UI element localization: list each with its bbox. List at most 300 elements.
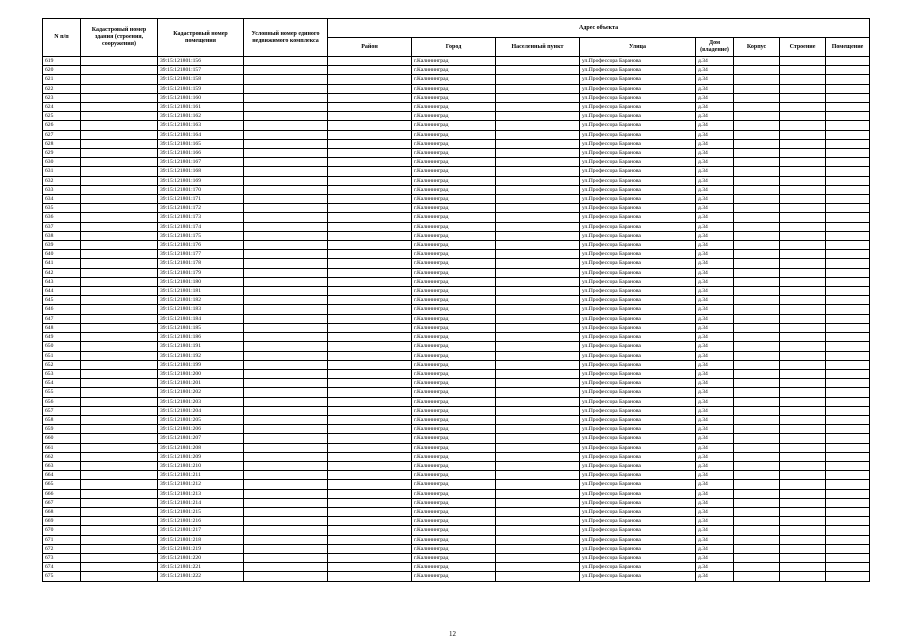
cell-building: [734, 379, 780, 388]
cell-building-cadastral: [81, 213, 158, 222]
cell-city: г.Калининград: [412, 195, 496, 204]
cell-complex-number: [244, 158, 328, 167]
cell-premises-cadastral: 39:15:121801:210: [158, 461, 244, 470]
cell-settlement: [496, 544, 580, 553]
cell-premises-cadastral: 39:15:121801:221: [158, 563, 244, 572]
cell-district: [328, 480, 412, 489]
cell-premises-cadastral: 39:15:121801:222: [158, 572, 244, 581]
cell-building-cadastral: [81, 507, 158, 516]
cell-house: д.34: [696, 397, 734, 406]
cell-settlement: [496, 66, 580, 75]
cell-settlement: [496, 250, 580, 259]
cell-num: 669: [43, 517, 81, 526]
cell-district: [328, 305, 412, 314]
cell-building: [734, 535, 780, 544]
cell-city: г.Калининград: [412, 480, 496, 489]
cell-building-cadastral: [81, 277, 158, 286]
cell-house: д.34: [696, 222, 734, 231]
cell-num: 651: [43, 351, 81, 360]
cell-street: ул.Профессора Баранова: [580, 259, 696, 268]
cell-district: [328, 277, 412, 286]
cell-house: д.34: [696, 342, 734, 351]
cell-structure: [780, 296, 826, 305]
header-building: Корпус: [734, 38, 780, 57]
cell-structure: [780, 75, 826, 84]
cell-city: г.Калининград: [412, 507, 496, 516]
cell-settlement: [496, 57, 580, 66]
cell-building-cadastral: [81, 185, 158, 194]
cell-building: [734, 103, 780, 112]
cell-room: [826, 526, 870, 535]
cell-house: д.34: [696, 130, 734, 139]
cell-building-cadastral: [81, 397, 158, 406]
cell-room: [826, 250, 870, 259]
cell-complex-number: [244, 369, 328, 378]
cell-settlement: [496, 204, 580, 213]
cell-street: ул.Профессора Баранова: [580, 507, 696, 516]
cell-street: ул.Профессора Баранова: [580, 535, 696, 544]
cell-street: ул.Профессора Баранова: [580, 369, 696, 378]
cell-room: [826, 406, 870, 415]
cell-house: д.34: [696, 66, 734, 75]
cell-complex-number: [244, 360, 328, 369]
cell-building-cadastral: [81, 517, 158, 526]
cell-settlement: [496, 139, 580, 148]
table-row: [43, 526, 870, 535]
cell-room: [826, 461, 870, 470]
cell-house: д.34: [696, 563, 734, 572]
cell-city: г.Калининград: [412, 213, 496, 222]
cell-structure: [780, 333, 826, 342]
cell-street: ул.Профессора Баранова: [580, 130, 696, 139]
table-row: [43, 443, 870, 452]
cell-building: [734, 149, 780, 158]
cell-premises-cadastral: 39:15:121801:176: [158, 241, 244, 250]
table-row: [43, 452, 870, 461]
table-row: [43, 406, 870, 415]
cell-street: ул.Профессора Баранова: [580, 167, 696, 176]
cell-structure: [780, 139, 826, 148]
cell-structure: [780, 406, 826, 415]
cell-building: [734, 544, 780, 553]
cell-room: [826, 139, 870, 148]
cell-building-cadastral: [81, 333, 158, 342]
cell-street: ул.Профессора Баранова: [580, 296, 696, 305]
cell-building: [734, 563, 780, 572]
cell-street: ул.Профессора Баранова: [580, 526, 696, 535]
cell-building: [734, 195, 780, 204]
cell-complex-number: [244, 57, 328, 66]
table-row: [43, 379, 870, 388]
cell-settlement: [496, 213, 580, 222]
cell-house: д.34: [696, 149, 734, 158]
cell-district: [328, 397, 412, 406]
table-row: [43, 176, 870, 185]
table-row: [43, 231, 870, 240]
cell-structure: [780, 572, 826, 581]
cell-building-cadastral: [81, 84, 158, 93]
cell-complex-number: [244, 130, 328, 139]
cell-complex-number: [244, 66, 328, 75]
cell-num: 657: [43, 406, 81, 415]
cell-city: г.Калининград: [412, 231, 496, 240]
cell-district: [328, 139, 412, 148]
cell-room: [826, 222, 870, 231]
cell-structure: [780, 434, 826, 443]
cell-street: ул.Профессора Баранова: [580, 553, 696, 562]
cell-city: г.Калининград: [412, 397, 496, 406]
cell-building: [734, 222, 780, 231]
cell-street: ул.Профессора Баранова: [580, 75, 696, 84]
cell-num: 666: [43, 489, 81, 498]
cell-city: г.Калининград: [412, 443, 496, 452]
cell-house: д.34: [696, 406, 734, 415]
cell-premises-cadastral: 39:15:121801:181: [158, 287, 244, 296]
cell-building-cadastral: [81, 139, 158, 148]
cell-district: [328, 93, 412, 102]
cell-settlement: [496, 388, 580, 397]
cell-building-cadastral: [81, 351, 158, 360]
table-row: [43, 415, 870, 424]
cell-city: г.Калининград: [412, 139, 496, 148]
cell-building-cadastral: [81, 480, 158, 489]
cell-building: [734, 480, 780, 489]
cell-building: [734, 526, 780, 535]
cell-premises-cadastral: 39:15:121801:168: [158, 167, 244, 176]
cell-structure: [780, 461, 826, 470]
cell-building-cadastral: [81, 268, 158, 277]
cell-num: 654: [43, 379, 81, 388]
cell-house: д.34: [696, 425, 734, 434]
cell-house: д.34: [696, 489, 734, 498]
cell-house: д.34: [696, 572, 734, 581]
cell-house: д.34: [696, 185, 734, 194]
cell-building-cadastral: [81, 158, 158, 167]
cell-complex-number: [244, 314, 328, 323]
cell-premises-cadastral: 39:15:121801:206: [158, 425, 244, 434]
cell-complex-number: [244, 277, 328, 286]
cell-settlement: [496, 572, 580, 581]
cell-settlement: [496, 507, 580, 516]
cell-street: ул.Профессора Баранова: [580, 572, 696, 581]
cell-district: [328, 461, 412, 470]
cell-num: 652: [43, 360, 81, 369]
cell-building-cadastral: [81, 434, 158, 443]
cell-city: г.Калининград: [412, 489, 496, 498]
cell-structure: [780, 121, 826, 130]
cell-district: [328, 526, 412, 535]
cell-district: [328, 250, 412, 259]
cell-house: д.34: [696, 498, 734, 507]
cell-premises-cadastral: 39:15:121801:162: [158, 112, 244, 121]
cell-room: [826, 314, 870, 323]
cell-structure: [780, 213, 826, 222]
cell-building-cadastral: [81, 259, 158, 268]
cell-structure: [780, 167, 826, 176]
cell-premises-cadastral: 39:15:121801:191: [158, 342, 244, 351]
cell-house: д.34: [696, 434, 734, 443]
cell-num: 668: [43, 507, 81, 516]
cell-num: 630: [43, 158, 81, 167]
header-building-cadastral: Кадастровый номер здания (строения, сооружения): [81, 19, 158, 57]
cell-complex-number: [244, 213, 328, 222]
cell-complex-number: [244, 204, 328, 213]
cell-district: [328, 204, 412, 213]
table-row: [43, 480, 870, 489]
cell-district: [328, 222, 412, 231]
cell-district: [328, 287, 412, 296]
cell-settlement: [496, 314, 580, 323]
cell-num: 656: [43, 397, 81, 406]
cell-building: [734, 498, 780, 507]
table-row: [43, 139, 870, 148]
cell-city: г.Калининград: [412, 369, 496, 378]
cell-premises-cadastral: 39:15:121801:165: [158, 139, 244, 148]
cell-city: г.Калининград: [412, 93, 496, 102]
cell-street: ул.Профессора Баранова: [580, 314, 696, 323]
cell-building: [734, 277, 780, 286]
cell-building-cadastral: [81, 296, 158, 305]
cell-settlement: [496, 406, 580, 415]
cell-complex-number: [244, 112, 328, 121]
cell-room: [826, 425, 870, 434]
cell-room: [826, 103, 870, 112]
cell-structure: [780, 360, 826, 369]
cell-settlement: [496, 360, 580, 369]
cell-city: г.Калининград: [412, 351, 496, 360]
cell-building: [734, 176, 780, 185]
cell-building: [734, 57, 780, 66]
cell-district: [328, 75, 412, 84]
cell-building-cadastral: [81, 121, 158, 130]
cell-building-cadastral: [81, 526, 158, 535]
cell-building: [734, 259, 780, 268]
cell-building-cadastral: [81, 176, 158, 185]
cell-room: [826, 195, 870, 204]
cell-num: 653: [43, 369, 81, 378]
cell-building: [734, 112, 780, 121]
cell-house: д.34: [696, 195, 734, 204]
cell-house: д.34: [696, 369, 734, 378]
cell-building: [734, 305, 780, 314]
cell-room: [826, 121, 870, 130]
cell-street: ул.Профессора Баранова: [580, 139, 696, 148]
cell-structure: [780, 112, 826, 121]
header-district: Район: [328, 38, 412, 57]
cell-city: г.Калининград: [412, 406, 496, 415]
cell-settlement: [496, 112, 580, 121]
cell-house: д.34: [696, 287, 734, 296]
cell-room: [826, 535, 870, 544]
cell-settlement: [496, 287, 580, 296]
cell-structure: [780, 57, 826, 66]
cell-structure: [780, 259, 826, 268]
cell-structure: [780, 480, 826, 489]
cell-street: ул.Профессора Баранова: [580, 342, 696, 351]
cell-house: д.34: [696, 250, 734, 259]
cell-building-cadastral: [81, 287, 158, 296]
table-row: [43, 241, 870, 250]
cell-building-cadastral: [81, 563, 158, 572]
cell-district: [328, 121, 412, 130]
cell-num: 650: [43, 342, 81, 351]
cell-city: г.Калининград: [412, 544, 496, 553]
cell-structure: [780, 369, 826, 378]
cell-house: д.34: [696, 535, 734, 544]
cell-premises-cadastral: 39:15:121801:167: [158, 158, 244, 167]
cell-settlement: [496, 158, 580, 167]
cell-num: 649: [43, 333, 81, 342]
cell-complex-number: [244, 296, 328, 305]
cell-street: ул.Профессора Баранова: [580, 452, 696, 461]
cell-room: [826, 167, 870, 176]
cell-house: д.34: [696, 213, 734, 222]
header-house: Дом (владение): [696, 38, 734, 57]
table-row: [43, 572, 870, 581]
cell-num: 632: [43, 176, 81, 185]
cell-city: г.Калининград: [412, 305, 496, 314]
cell-num: 655: [43, 388, 81, 397]
cell-district: [328, 406, 412, 415]
cell-building: [734, 406, 780, 415]
cell-structure: [780, 195, 826, 204]
cell-premises-cadastral: 39:15:121801:180: [158, 277, 244, 286]
cell-building-cadastral: [81, 489, 158, 498]
cell-room: [826, 498, 870, 507]
table-row: [43, 121, 870, 130]
cell-building: [734, 397, 780, 406]
cell-building-cadastral: [81, 112, 158, 121]
cell-structure: [780, 517, 826, 526]
cell-building: [734, 333, 780, 342]
cell-street: ул.Профессора Баранова: [580, 185, 696, 194]
cell-house: д.34: [696, 360, 734, 369]
cell-district: [328, 149, 412, 158]
cell-premises-cadastral: 39:15:121801:174: [158, 222, 244, 231]
cell-city: г.Калининград: [412, 526, 496, 535]
cell-room: [826, 66, 870, 75]
cell-district: [328, 553, 412, 562]
table-row: [43, 167, 870, 176]
cell-complex-number: [244, 489, 328, 498]
cell-structure: [780, 305, 826, 314]
cell-complex-number: [244, 167, 328, 176]
cell-num: 648: [43, 323, 81, 332]
cell-room: [826, 287, 870, 296]
cell-house: д.34: [696, 57, 734, 66]
cell-complex-number: [244, 443, 328, 452]
cell-premises-cadastral: 39:15:121801:217: [158, 526, 244, 535]
cell-settlement: [496, 121, 580, 130]
cell-premises-cadastral: 39:15:121801:207: [158, 434, 244, 443]
cell-premises-cadastral: 39:15:121801:160: [158, 93, 244, 102]
cell-settlement: [496, 268, 580, 277]
cell-complex-number: [244, 333, 328, 342]
table-row: [43, 296, 870, 305]
cell-city: г.Калининград: [412, 241, 496, 250]
cell-num: 645: [43, 296, 81, 305]
page-number: 12: [449, 630, 456, 638]
cell-room: [826, 204, 870, 213]
cell-premises-cadastral: 39:15:121801:172: [158, 204, 244, 213]
table-row: [43, 93, 870, 102]
cell-complex-number: [244, 388, 328, 397]
cell-house: д.34: [696, 517, 734, 526]
table-row: [43, 323, 870, 332]
cell-district: [328, 517, 412, 526]
cell-structure: [780, 351, 826, 360]
cell-settlement: [496, 553, 580, 562]
cell-num: 662: [43, 452, 81, 461]
cell-num: 675: [43, 572, 81, 581]
cell-complex-number: [244, 287, 328, 296]
cell-street: ул.Профессора Баранова: [580, 176, 696, 185]
cell-room: [826, 342, 870, 351]
cell-complex-number: [244, 139, 328, 148]
table-body: [43, 57, 870, 582]
cell-district: [328, 323, 412, 332]
cell-district: [328, 388, 412, 397]
cell-room: [826, 397, 870, 406]
cell-settlement: [496, 296, 580, 305]
cell-building-cadastral: [81, 553, 158, 562]
table-row: [43, 57, 870, 66]
cell-building-cadastral: [81, 204, 158, 213]
cell-building-cadastral: [81, 498, 158, 507]
cell-building: [734, 517, 780, 526]
cell-settlement: [496, 323, 580, 332]
cell-district: [328, 563, 412, 572]
header-room: Помещение: [826, 38, 870, 57]
cell-city: г.Калининград: [412, 130, 496, 139]
cell-city: г.Калининград: [412, 563, 496, 572]
cell-num: 635: [43, 204, 81, 213]
cell-settlement: [496, 526, 580, 535]
cell-num: 661: [43, 443, 81, 452]
cell-premises-cadastral: 39:15:121801:200: [158, 369, 244, 378]
cell-room: [826, 553, 870, 562]
cell-settlement: [496, 277, 580, 286]
cell-settlement: [496, 434, 580, 443]
cell-premises-cadastral: 39:15:121801:185: [158, 323, 244, 332]
cell-street: ул.Профессора Баранова: [580, 287, 696, 296]
cell-building-cadastral: [81, 406, 158, 415]
cell-premises-cadastral: 39:15:121801:157: [158, 66, 244, 75]
cell-district: [328, 66, 412, 75]
cell-room: [826, 268, 870, 277]
table-row: [43, 287, 870, 296]
cell-city: г.Калининград: [412, 471, 496, 480]
cell-complex-number: [244, 195, 328, 204]
cell-city: г.Калининград: [412, 287, 496, 296]
table-row: [43, 222, 870, 231]
cell-num: 623: [43, 93, 81, 102]
cell-structure: [780, 231, 826, 240]
cell-num: 673: [43, 553, 81, 562]
cadastral-table: [42, 18, 870, 582]
cell-building-cadastral: [81, 250, 158, 259]
table-row: [43, 277, 870, 286]
cell-city: г.Калининград: [412, 75, 496, 84]
cell-structure: [780, 489, 826, 498]
cell-num: 670: [43, 526, 81, 535]
cell-street: ул.Профессора Баранова: [580, 112, 696, 121]
cell-district: [328, 84, 412, 93]
cell-structure: [780, 66, 826, 75]
cell-room: [826, 296, 870, 305]
cell-complex-number: [244, 93, 328, 102]
cell-house: д.34: [696, 277, 734, 286]
